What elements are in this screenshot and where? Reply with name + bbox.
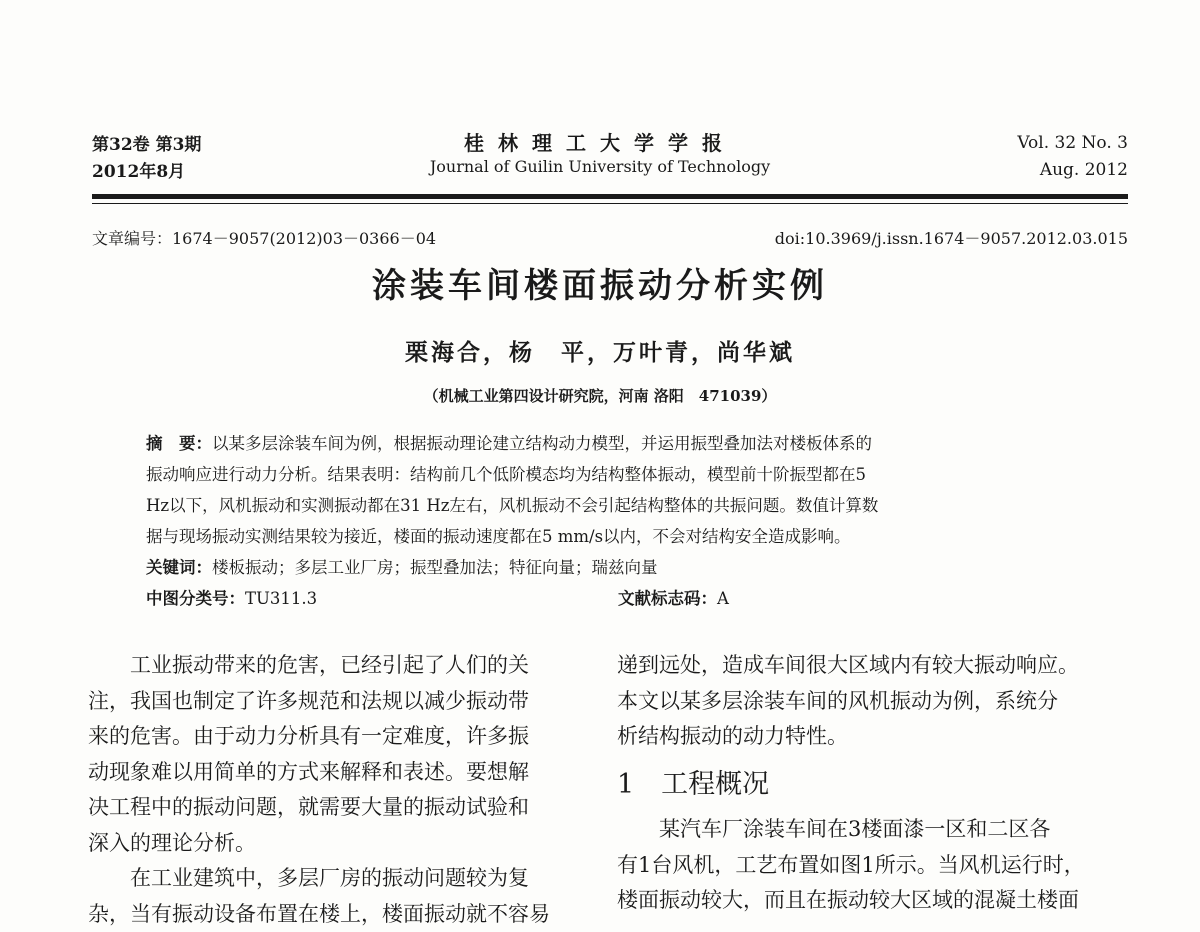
body-line: 动现象难以用简单的方式来解释和表述。要想解 [88,755,550,791]
authors: 栗海合，杨 平，万叶青，尚华斌 [0,334,1200,367]
clc-label: 中图分类号： [146,589,245,608]
body-left-column [88,648,550,932]
body-right-column [617,648,1085,919]
keywords: 楼板振动；多层工业厂房；振型叠加法；特征向量；瑞兹向量 [212,558,658,577]
body-line: 来的危害。由于动力分析具有一定难度，许多振 [88,719,550,755]
paper-title: 涂装车间楼面振动分析实例 [0,258,1200,307]
body-line: 递到远处，造成车间很大区域内有较大振动响应。 [617,648,1085,684]
body-line: 注，我国也制定了许多规范和法规以减少振动带 [88,684,550,720]
abstract-label: 摘 要： [146,434,212,453]
journal-title-en: Journal of Guilin University of Technology [0,157,1200,176]
doc-code-label: 文献标志码： [618,589,717,608]
section-heading: 1 工程概况 [617,767,1085,803]
keywords-label: 关键词： [146,558,212,577]
abstract-line: 振动响应进行动力分析。结果表明：结构前几个低阶模态均为结构整体振动，模型前十阶振型都在5 [146,459,1076,490]
body-line: 某汽车厂涂装车间在3楼面漆一区和二区各 [617,812,1085,848]
body-line: 深入的理论分析。 [88,826,550,862]
header-rule-thick [92,194,1128,199]
affiliation: （机械工业第四设计研究院，河南 洛阳 471039） [0,385,1200,406]
abstract-line: 据与现场振动实测结果较为接近，楼面的振动速度都在5 mm/s以内，不会对结构安全造成影响。 [146,521,1076,552]
journal-title-cn: 桂林理工大学学报 [0,127,1200,156]
body-line: 有1台风机，工艺布置如图1所示。当风机运行时， [617,848,1085,884]
body-line: 析结构振动的动力特性。 [617,719,1085,755]
body-line: 在工业建筑中，多层厂房的振动问题较为复 [88,861,550,897]
doi: doi:10.3969/j.issn.1674－9057.2012.03.015 [775,226,1128,249]
volume-issue-en: Vol. 32 No. 3 [1017,133,1128,153]
date-cn: 2012年8月 [92,157,185,182]
volume-issue-cn: 第32卷 第3期 [92,130,201,155]
body-line: 本文以某多层涂装车间的风机振动为例，系统分 [617,684,1085,720]
abstract-block [146,428,1076,614]
body-line: 决工程中的振动问题，就需要大量的振动试验和 [88,790,550,826]
abstract-line: 以某多层涂装车间为例，根据振动理论建立结构动力模型，并运用振型叠加法对楼板体系的 [212,434,872,453]
abstract-line: Hz以下，风机振动和实测振动都在31 Hz左右，风机振动不会引起结构整体的共振问题。数值计算数 [146,490,1076,521]
article-number: 文章编号：1674－9057(2012)03－0366－04 [92,226,436,249]
body-line: 工业振动带来的危害，已经引起了人们的关 [88,648,550,684]
body-line: 楼面振动较大，而且在振动较大区域的混凝土楼面 [617,883,1085,919]
clc-number: TU311.3 [245,589,317,608]
header-rule-thin [92,203,1128,204]
date-en: Aug. 2012 [1040,160,1128,180]
body-line: 杂，当有振动设备布置在楼上，楼面振动就不容易 [88,897,550,932]
doc-code: A [717,589,729,608]
